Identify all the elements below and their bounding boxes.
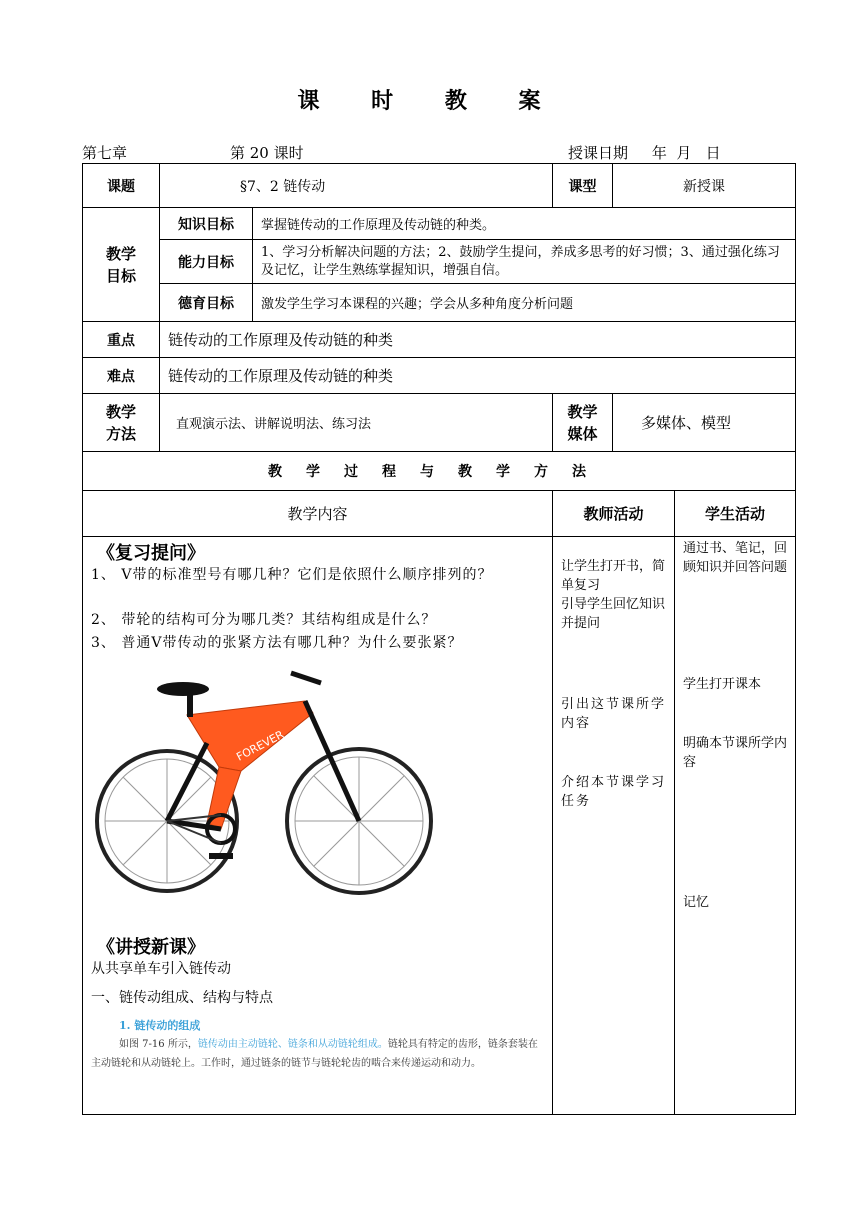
goal-ability-label: 能力目标 — [160, 240, 253, 284]
review-question-3: 3、 普通V带传动的张紧方法有哪几种？为什么要张紧？ — [91, 635, 463, 651]
subsection-title: 1. 链传动的组成 — [119, 1019, 201, 1032]
key-point-label: 重点 — [83, 322, 160, 358]
teacher-activity-1: 让学生打开书，简单复习 — [561, 559, 666, 593]
lesson-plan-table — [82, 163, 796, 1115]
student-activity-1: 通过书、笔记，回顾知识并回答问题 — [683, 541, 788, 575]
difficulty-label: 难点 — [83, 358, 160, 394]
goal-knowledge-label: 知识目标 — [160, 208, 253, 240]
new-lesson-intro: 从共享单车引入链传动 — [91, 961, 231, 977]
textbook-excerpt: 如图 7-16 所示，链传动由主动链轮、链条和从动链轮组成。链轮具有特定的齿形，链条套装在主动链轮和从动链轮上。工作时，通过链条的链节与链轮轮齿的啮合来传递运动和动力。 — [91, 1039, 538, 1069]
student-activity-4: 记忆 — [683, 895, 710, 910]
teaching-date: 授课日期 年 月 日 — [568, 144, 721, 162]
new-lesson-heading: 《讲授新课》 — [97, 937, 205, 958]
goals-label: 教学目标 — [83, 208, 160, 322]
section-title: 一、链传动组成、结构与特点 — [91, 990, 273, 1006]
teacher-activity-2: 引导学生回忆知识并提问 — [561, 597, 666, 631]
review-heading: 《复习提问》 — [97, 543, 205, 564]
column-teacher-header: 教师活动 — [553, 491, 675, 537]
media-value: 多媒体、模型 — [613, 394, 796, 452]
goal-moral-label: 德育目标 — [160, 284, 253, 322]
goal-ability-value: 1、学习分析解决问题的方法；2、鼓励学生提问，养成多思考的好习惯；3、通过强化练习及记忆，让学生熟练掌握知识，增强自信。 — [253, 240, 796, 284]
media-label: 教学媒体 — [553, 394, 613, 452]
student-activity-2: 学生打开课本 — [683, 677, 762, 692]
teacher-activity-3: 引出这节课所学内容 — [561, 697, 667, 731]
teacher-activity-cell — [553, 537, 675, 1115]
column-content-header: 教学内容 — [83, 491, 553, 537]
goal-knowledge-value: 掌握链传动的工作原理及传动链的种类。 — [253, 208, 796, 240]
content-cell — [83, 537, 553, 1115]
key-point-value: 链传动的工作原理及传动链的种类 — [160, 322, 796, 358]
chapter-label: 第七章 — [82, 144, 128, 162]
column-student-header: 学生活动 — [675, 491, 796, 537]
method-label: 教学方法 — [83, 394, 160, 452]
lesson-type-value: 新授课 — [613, 164, 796, 208]
saddle — [157, 682, 209, 696]
bike-brand: FOREVER — [234, 727, 287, 764]
student-activity-cell — [675, 537, 796, 1115]
bicycle-image — [91, 663, 437, 925]
student-activity-3: 明确本节课所学内容 — [683, 736, 788, 770]
review-question-1: 1、 V带的标准型号有哪几种？它们是依照什么顺序排列的？ — [91, 567, 493, 583]
lesson-number: 第 20 课时 — [230, 144, 304, 162]
lesson-type-label: 课型 — [553, 164, 613, 208]
topic-value: §7、2 链传动 — [160, 164, 553, 208]
difficulty-value: 链传动的工作原理及传动链的种类 — [160, 358, 796, 394]
goal-moral-value: 激发学生学习本课程的兴趣；学会从多种角度分析问题 — [253, 284, 796, 322]
method-value: 直观演示法、讲解说明法、练习法 — [160, 394, 553, 452]
page-title: 课 时 教 案 — [297, 88, 563, 114]
topic-label: 课题 — [83, 164, 160, 208]
process-header: 教学过程与教学方法 — [83, 452, 796, 491]
teacher-activity-4: 介绍本节课学习任务 — [561, 775, 667, 809]
review-question-2: 2、 带轮的结构可分为哪几类？其结构组成是什么？ — [91, 612, 437, 628]
